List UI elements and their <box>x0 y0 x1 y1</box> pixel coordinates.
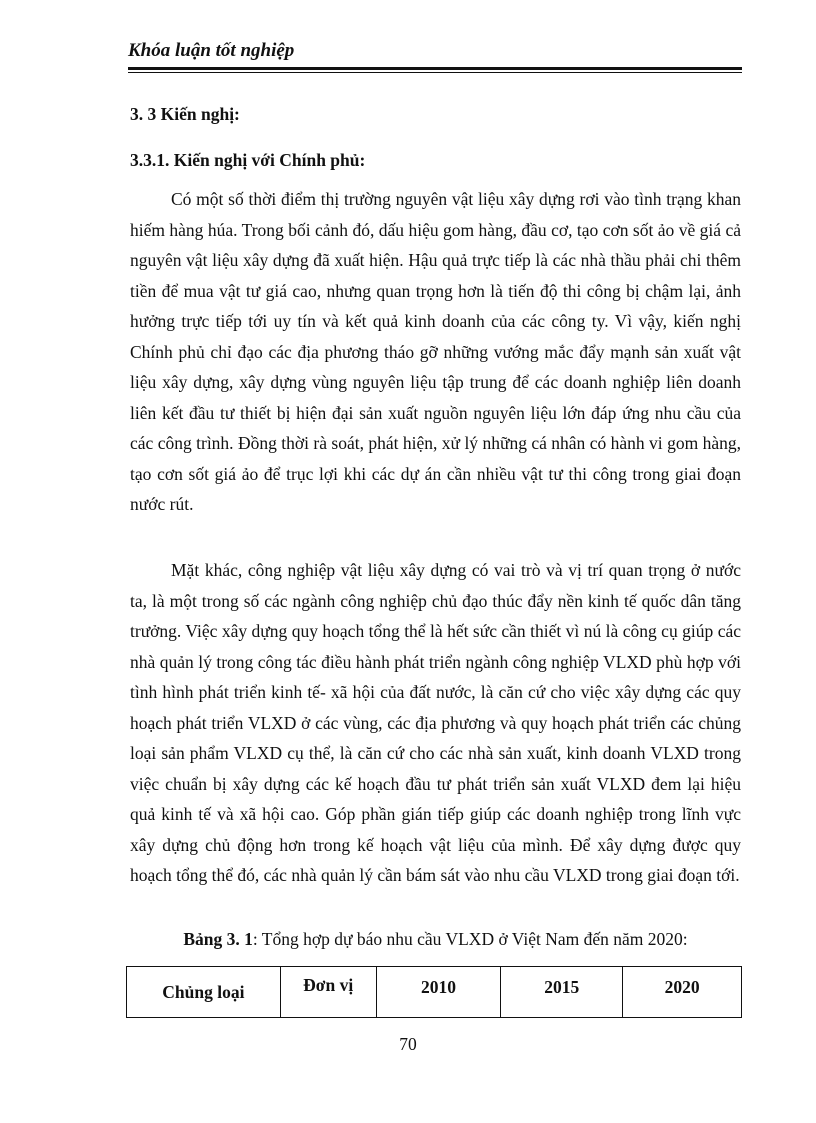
header-rule-thin <box>128 72 742 73</box>
table-header-cell: Chủng loại <box>127 967 281 1018</box>
table-caption-text: : Tổng hợp dự báo nhu cầu VLXD ở Việt Nam đến năm 2020: <box>252 929 688 949</box>
page-number: 70 <box>399 1034 417 1054</box>
table-caption <box>130 929 741 950</box>
forecast-table <box>126 966 742 1018</box>
table-header-cell: 2010 <box>376 967 501 1018</box>
table-header-cell: 2020 <box>623 967 742 1018</box>
subsection-heading: 3.3.1. Kiến nghị với Chính phủ: <box>130 150 366 170</box>
table-header-cell: Đơn vị <box>280 967 376 1018</box>
table-header-row <box>127 967 742 1018</box>
table-caption-label: Bảng 3. 1 <box>183 929 253 949</box>
document-header-title: Khóa luận tốt nghiệp <box>128 40 295 61</box>
paragraph-construction-materials-planning: Mặt khác, công nghiệp vật liệu xây dựng có vai trò và vị trí quan trọng ở nước ta, là một trong số các ngành công nghiệp chủ đạo thúc đẩy nền kinh tế quốc dân tăng trưởng. Việc xây dựng quy hoạch tổng thể là hết sức cần thiết vì nú là công cụ giúp các nhà quản lý trong công tác điều hành phát triển ngành công nghiệp VLXD phù hợp với tình hình phát triển kinh tế- xã hội của đất nước, là căn cứ cho việc xây dựng các quy hoạch phát triển VLXD ở các vùng, các địa phương và quy hoạch phát triển các chủng loại sản phẩm VLXD cụ thể, là căn cứ cho các nhà sản xuất, kinh doanh VLXD trong việc chuẩn bị xây dựng các kế hoạch đầu tư phát triển sản xuất VLXD đem lại hiệu quả kinh tế và xã hội cao. Góp phần gián tiếp giúp các doanh nghiệp trong lĩnh vực xây dựng chủ động hơn trong kế hoạch vật liệu của mình. Để xây dựng được quy hoạch tổng thể đó, các nhà quản lý cần bám sát vào nhu cầu VLXD trong giai đoạn tới. <box>130 560 741 885</box>
table-header-cell: 2015 <box>501 967 623 1018</box>
header-rule <box>128 67 742 70</box>
paragraph-recommendation-government: Có một số thời điểm thị trường nguyên vật liệu xây dựng rơi vào tình trạng khan hiếm hàng húa. Trong bối cảnh đó, dấu hiệu gom hàng, đầu cơ, tạo cơn sốt ảo về giá cả nguyên vật liệu xây dựng đã xuất hiện. Hậu quả trực tiếp là các nhà thầu phải chi thêm tiền để mua vật tư giá cao, nhưng quan trọng hơn là tiến độ thi công bị chậm lại, ảnh hưởng trực tiếp tới uy tín và kết quả kinh doanh của các công ty. Vì vậy, kiến nghị Chính phủ chỉ đạo các địa phương tháo gỡ những vướng mắc đẩy mạnh sản xuất vật liệu xây dựng, xây dựng vùng nguyên liệu tập trung để các doanh nghiệp liên doanh liên kết đầu tư thiết bị hiện đại sản xuất nguồn nguyên liệu lớn đáp ứng nhu cầu của các công trình. Đồng thời rà soát, phát hiện, xử lý những cá nhân có hành vi gom hàng, tạo cơn sốt giá ảo để trục lợi khi các dự án cần nhiều vật tư thi công trong giai đoạn nước rút. <box>130 189 741 514</box>
section-heading: 3. 3 Kiến nghị: <box>130 104 240 124</box>
